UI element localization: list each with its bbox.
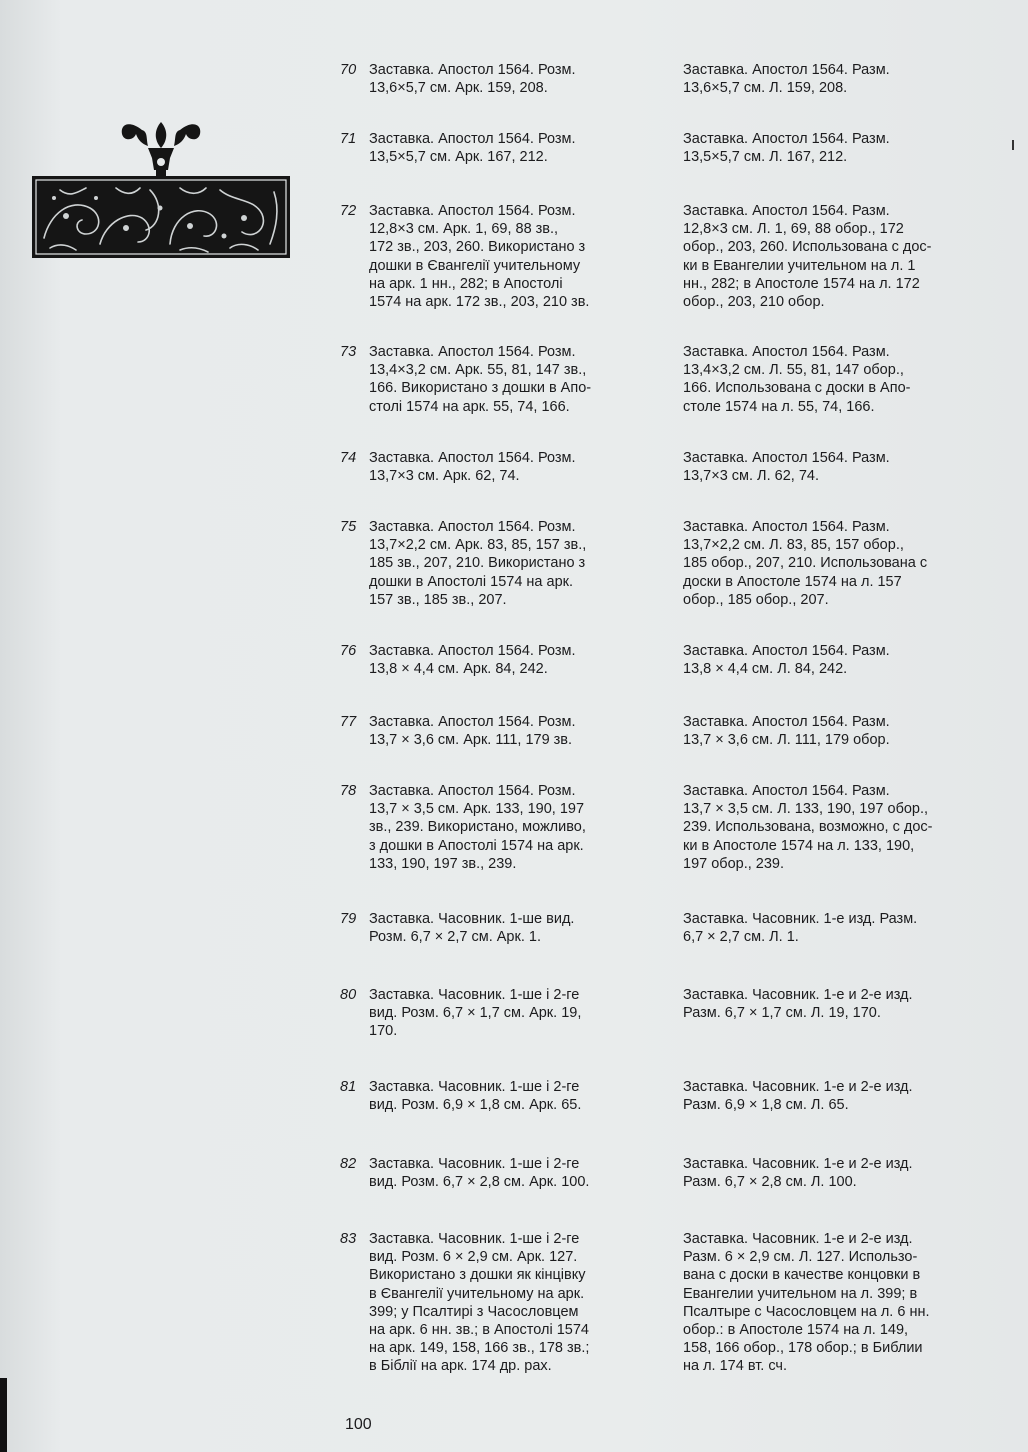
- entry-text-ukrainian: Заставка. Апостол 1564. Розм. 13,7 × 3,5 см. Арк. 133, 190, 197 зв., 239. Використано, можливо, з дошки в Апостолі 1574 на арк. 133, 190, 197 зв., 239.: [369, 783, 586, 872]
- entry-text-russian: Заставка. Часовник. 1-е и 2-е изд. Разм. 6,7 × 2,8 см. Л. 100.: [683, 1156, 913, 1191]
- entry-text-russian: Заставка. Апостол 1564. Разм. 13,8 × 4,4 см. Л. 84, 242.: [683, 643, 890, 678]
- entry-number: 71: [340, 131, 357, 147]
- entry-number: 78: [340, 783, 357, 799]
- edge-mark: [1012, 140, 1014, 150]
- entry-text-russian: Заставка. Апостол 1564. Разм. 13,6×5,7 см. Л. 159, 208.: [683, 62, 890, 97]
- entry-number: 75: [340, 519, 357, 535]
- entry-number: 82: [340, 1156, 357, 1172]
- entry-text-ukrainian: Заставка. Апостол 1564. Розм. 13,5×5,7 см. Арк. 167, 212.: [369, 131, 576, 166]
- entry-text-ukrainian: Заставка. Часовник. 1-ше і 2-ге вид. Розм. 6,9 × 1,8 см. Арк. 65.: [369, 1079, 582, 1114]
- entry-text-ukrainian: Заставка. Апостол 1564. Розм. 13,4×3,2 см. Арк. 55, 81, 147 зв., 166. Використано з дошки в Апо- столі 1574 на арк. 55, 74, 166.: [369, 344, 592, 415]
- entry-number: 79: [340, 911, 357, 927]
- entry-text-russian: Заставка. Апостол 1564. Разм. 13,7×2,2 см. Л. 83, 85, 157 обор., 185 обор., 207, 210. Использована с доски в Апостоле 1574 на л. 157 обор., 185 обор., 207.: [683, 519, 928, 608]
- entry-number: 73: [340, 344, 357, 360]
- entry-number: 77: [340, 714, 357, 730]
- entry-text-ukrainian: Заставка. Апостол 1564. Розм. 13,7×2,2 см. Арк. 83, 85, 157 зв., 185 зв., 207, 210. Використано з дошки в Апостолі 1574 на арк. 157 зв., 185 зв., 207.: [369, 519, 587, 608]
- entry-number: 80: [340, 987, 357, 1003]
- entry-text-ukrainian: Заставка. Часовник. 1-ше вид. Розм. 6,7 × 2,7 см. Арк. 1.: [369, 911, 575, 946]
- entry-text-ukrainian: Заставка. Апостол 1564. Розм. 13,8 × 4,4 см. Арк. 84, 242.: [369, 643, 576, 678]
- page-number: 100: [345, 1416, 372, 1433]
- entry-number: 76: [340, 643, 357, 659]
- headpiece-ornament-image: [30, 118, 292, 260]
- entry-text-russian: Заставка. Апостол 1564. Разм. 13,7 × 3,6 см. Л. 111, 179 обор.: [683, 714, 890, 749]
- entry-text-russian: Заставка. Часовник. 1-е и 2-е изд. Разм. 6,7 × 1,7 см. Л. 19, 170.: [683, 987, 913, 1022]
- entry-text-ukrainian: Заставка. Часовник. 1-ше і 2-ге вид. Розм. 6,7 × 2,8 см. Арк. 100.: [369, 1156, 590, 1191]
- entry-number: 72: [340, 203, 357, 219]
- entry-text-ukrainian: Заставка. Часовник. 1-ше і 2-ге вид. Розм. 6,7 × 1,7 см. Арк. 19, 170.: [369, 987, 582, 1040]
- entry-text-russian: Заставка. Апостол 1564. Разм. 13,4×3,2 см. Л. 55, 81, 147 обор., 166. Использована с доски в Апо- столе 1574 на л. 55, 74, 166.: [683, 344, 911, 415]
- entry-text-russian: Заставка. Часовник. 1-е и 2-е изд. Разм. 6,9 × 1,8 см. Л. 65.: [683, 1079, 913, 1114]
- entry-text-russian: Заставка. Апостол 1564. Разм. 13,5×5,7 см. Л. 167, 212.: [683, 131, 890, 166]
- entry-text-russian: Заставка. Апостол 1564. Разм. 13,7 × 3,5 см. Л. 133, 190, 197 обор., 239. Использована, возможно, с дос- ки в Апостоле 1574 на л. 133, 190, 197 обор., 239.: [683, 783, 933, 872]
- entry-text-russian: Заставка. Часовник. 1-е изд. Разм. 6,7 × 2,7 см. Л. 1.: [683, 911, 918, 946]
- entry-number: 74: [340, 450, 357, 466]
- entry-text-ukrainian: Заставка. Апостол 1564. Розм. 13,7 × 3,6 см. Арк. 111, 179 зв.: [369, 714, 576, 749]
- entry-number: 83: [340, 1231, 357, 1247]
- entry-text-russian: Заставка. Часовник. 1-е и 2-е изд. Разм. 6 × 2,9 см. Л. 127. Использо- вана с доски в качестве концовки в Евангелии учительном на л. 399; в Псалтыре с Часословцем на л. 6 нн. обор.: в Апостоле 1574 на л. 149, 158, 166 обор., 178 обор.; в Библии на л. 174 вт. сч.: [683, 1231, 930, 1375]
- entry-text-ukrainian: Заставка. Часовник. 1-ше і 2-ге вид. Розм. 6 × 2,9 см. Арк. 127. Використано з дошки як кінцівку в Євангелії учительному на арк. 399; у Псалтирі з Часословцем на арк. 6 нн. зв.; в Апостолі 1574 на арк. 149, 158, 166 зв., 178 зв.; в Біблії на арк. 174 др. рах.: [369, 1231, 590, 1375]
- entry-number: 70: [340, 62, 357, 78]
- entry-text-ukrainian: Заставка. Апостол 1564. Розм. 12,8×3 см. Арк. 1, 69, 88 зв., 172 зв., 203, 260. Використано з дошки в Євангелії учительному на арк. 1 нн., 282; в Апостолі 1574 на арк. 172 зв., 203, 210 зв.: [369, 203, 590, 311]
- entry-text-ukrainian: Заставка. Апостол 1564. Розм. 13,6×5,7 см. Арк. 159, 208.: [369, 62, 576, 97]
- entry-text-russian: Заставка. Апостол 1564. Разм. 13,7×3 см. Л. 62, 74.: [683, 450, 890, 485]
- entry-text-ukrainian: Заставка. Апостол 1564. Розм. 13,7×3 см. Арк. 62, 74.: [369, 450, 576, 485]
- book-spine-shadow: [0, 1378, 7, 1452]
- entry-text-russian: Заставка. Апостол 1564. Разм. 12,8×3 см. Л. 1, 69, 88 обор., 172 обор., 203, 260. Использована с дос- ки в Евангелии учительном на л. 1 нн., 282; в Апостоле 1574 на л. 172 обор., 203, 210 обор.: [683, 203, 932, 311]
- entry-number: 81: [340, 1079, 357, 1095]
